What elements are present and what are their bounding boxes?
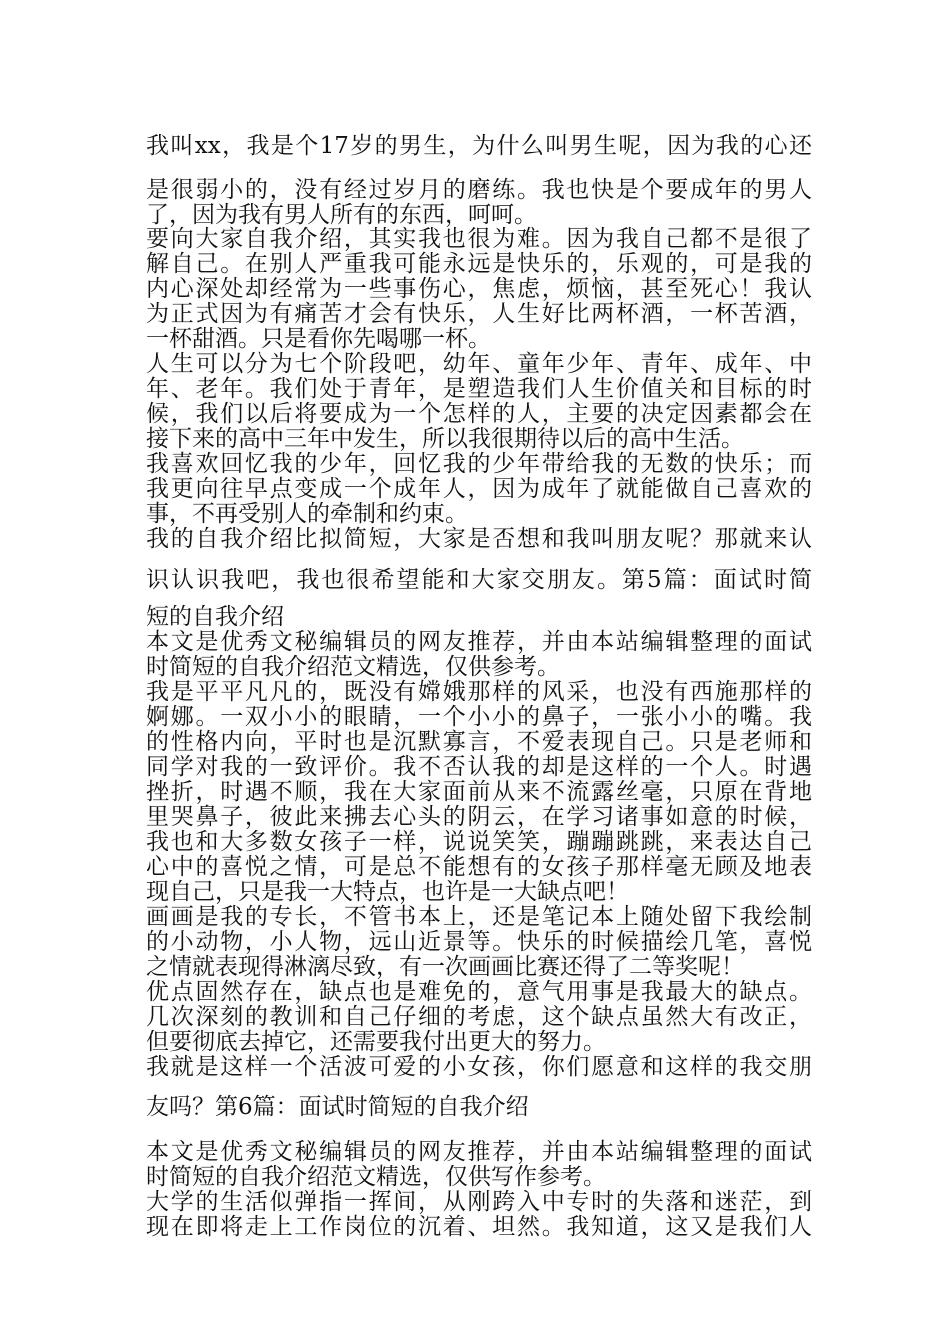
text-line: 的性格内向，平时也是沉默寡言，不爱表现自己。只是老师和 [146, 729, 812, 755]
text-line: 我更向往早点变成一个成年人，因为成年了就能做自己喜欢的 [146, 476, 812, 502]
paragraph [146, 980, 812, 1055]
text-line: 事，不再受别人的牵制和约束。 [146, 501, 468, 527]
text-line: 候，我们以后将要成为一个怎样的人，主要的决定因素都会在 [146, 401, 812, 427]
paragraph [146, 227, 812, 352]
paragraph [146, 1140, 812, 1190]
text-line: 大学的生活似弹指一挥间，从刚跨入中专时的失落和迷茫，到 [146, 1189, 812, 1215]
text-line: 画画是我的专长，不管书本上，还是笔记本上随处留下我绘制 [146, 904, 812, 930]
text-line: 是很弱小的，没有经过岁月的磨练。我也快是个要成年的男人 [146, 177, 812, 203]
text-line: 我的自我介绍比拟简短，大家是否想和我叫朋友呢？那就来认 [146, 526, 812, 552]
text-line: 现在即将走上工作岗位的沉着、坦然。我知道，这又是我们人 [146, 1214, 812, 1240]
text-line: 婀娜。一双小小的眼睛，一个小小的鼻子，一张小小的嘴。我 [146, 704, 812, 730]
text-line: 心中的喜悦之情，可是总不能想有的女孩子那样毫无顾及地表 [146, 854, 812, 880]
text-line: 本文是优秀文秘编辑员的网友推荐，并由本站编辑整理的面试 [146, 629, 812, 655]
text-line: 时简短的自我介绍范文精选，仅供参考。 [146, 654, 560, 680]
text-line: 挫折，时遇不顺，我在大家面前从来不流露丝毫，只原在背地 [146, 779, 812, 805]
text-line: 时简短的自我介绍范文精选，仅供写作参考。 [146, 1164, 606, 1190]
text-line: 但要彻底去掉它，还需要我付出更大的努力。 [146, 1029, 606, 1055]
text-line: 接下来的高中三年中发生，所以我很期待以后的高中生活。 [146, 426, 744, 452]
text-line: 识认识我吧，我也很希望能和大家交朋友。第5篇：面试时简 [146, 567, 812, 593]
text-line: 一杯甜酒。只是看你先喝哪一杯。 [146, 326, 491, 352]
text-line: 短的自我介绍 [146, 604, 284, 630]
paragraph-continuation [146, 1095, 812, 1120]
paragraph [146, 905, 812, 980]
text-line: 友吗？第6篇：面试时简短的自我介绍 [146, 1094, 529, 1120]
text-line: 为正式因为有痛苦才会有快乐，人生好比两杯酒，一杯苦酒， [146, 301, 812, 327]
paragraph [146, 134, 812, 159]
text-line: 同学对我的一致评价。我不否认我的却是这样的一个人。时遇 [146, 754, 812, 780]
paragraph-continuation [146, 568, 812, 593]
paragraph [146, 352, 812, 452]
text-line: 我也和大多数女孩子一样，说说笑笑，蹦蹦跳跳，来表达自己 [146, 829, 812, 855]
paragraph-continuation [146, 178, 812, 228]
text-line: 我喜欢回忆我的少年，回忆我的少年带给我的无数的快乐；而 [146, 451, 812, 477]
text-line: 我就是这样一个活波可爱的小女孩，你们愿意和这样的我交朋 [146, 1054, 812, 1080]
text-line: 里哭鼻子，彼此来拂去心头的阴云，在学习诸事如意的时候， [146, 804, 812, 830]
text-line: 人生可以分为七个阶段吧，幼年、童年少年、青年、成年、中 [146, 351, 812, 377]
text-line: 现自己，只是我一大特点，也许是一大缺点吧！ [146, 879, 629, 905]
text-line: 优点固然存在，缺点也是难免的，意气用事是我最大的缺点。 [146, 979, 812, 1005]
text-line: 几次深刻的教训和自己仔细的考虑，这个缺点虽然大有改正， [146, 1004, 812, 1030]
paragraph [146, 630, 812, 680]
text-line: 了，因为我有男人所有的东西，呵呵。 [146, 202, 537, 228]
text-line: 要向大家自我介绍，其实我也很为难。因为我自己都不是很了 [146, 226, 812, 252]
text-line: 的小动物，小人物，远山近景等。快乐的时候描绘几笔，喜悦 [146, 929, 812, 955]
text-line: 本文是优秀文秘编辑员的网友推荐，并由本站编辑整理的面试 [146, 1139, 812, 1165]
paragraph-continuation [146, 605, 812, 630]
paragraph [146, 452, 812, 527]
paragraph [146, 527, 812, 552]
paragraph [146, 1190, 812, 1240]
paragraph [146, 680, 812, 905]
text-line: 之情就表现得淋漓尽致，有一次画画比赛还得了二等奖呢！ [146, 954, 744, 980]
text-line: 我是平平凡凡的，既没有嫦娥那样的风采，也没有西施那样的 [146, 679, 812, 705]
text-line: 我叫xx，我是个17岁的男生，为什么叫男生呢，因为我的心还 [146, 133, 812, 159]
paragraph [146, 1055, 812, 1080]
text-line: 内心深处却经常为一些事伤心，焦虑，烦恼，甚至死心！我认 [146, 276, 812, 302]
text-line: 解自己。在别人严重我可能永远是快乐的，乐观的，可是我的 [146, 251, 812, 277]
text-line: 年、老年。我们处于青年，是塑造我们人生价值关和目标的时 [146, 376, 812, 402]
